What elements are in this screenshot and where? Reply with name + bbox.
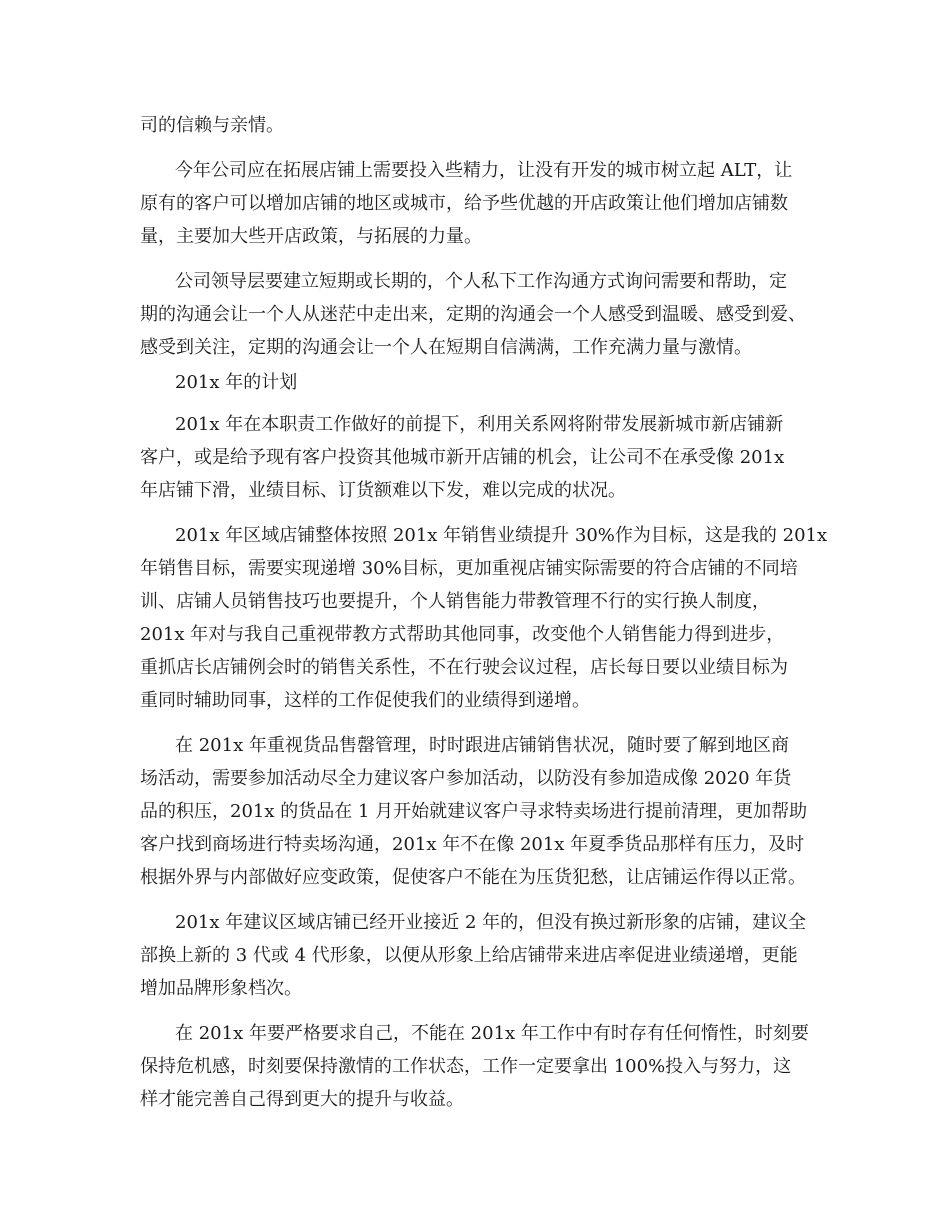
text-line: 年销售目标，需要实现递增 30%目标，更加重视店铺实际需要的符合店铺的不同培 bbox=[140, 558, 798, 579]
text-line: 样才能完善自己得到更大的提升与收益。 bbox=[140, 1089, 464, 1110]
text-line: 感受到关注，定期的沟通会让一个人在短期自信满满，工作充满力量与激情。 bbox=[140, 337, 752, 358]
paragraph-first-line: 201x 年建议区域店铺已经开业接近 2 年的，但没有换过新形象的店铺，建议全 bbox=[175, 912, 807, 933]
paragraph-first-line: 201x 年区域店铺整体按照 201x 年销售业绩提升 30%作为目标，这是我的 201x bbox=[175, 525, 828, 546]
section-heading: 201x 年的计划 bbox=[175, 372, 298, 393]
paragraph-first-line: 公司领导层要建立短期或长期的，个人私下工作沟通方式询问需要和帮助，定 bbox=[175, 271, 787, 292]
text-line: 品的积压，201x 的货品在 1 月开始就建议客户寻求特卖场进行提前清理，更加帮助 bbox=[140, 801, 808, 822]
text-line: 量，主要加大些开店政策，与拓展的力量。 bbox=[140, 226, 482, 247]
paragraph-first-line: 201x 年在本职责工作做好的前提下，利用关系网将附带发展新城市新店铺新 bbox=[175, 414, 784, 435]
text-line: 原有的客户可以增加店铺的地区或城市，给予些优越的开店政策让他们增加店铺数 bbox=[140, 193, 788, 214]
paragraph-first-line: 在 201x 年重视货品售罄管理，时时跟进店铺销售状况，随时要了解到地区商 bbox=[175, 735, 789, 756]
text-line: 保持危机感，时刻要保持激情的工作状态，工作一定要拿出 100%投入与努力，这 bbox=[140, 1056, 792, 1077]
text-line: 客户找到商场进行特卖场沟通，201x 年不在像 201x 年夏季货品那样有压力，及时 bbox=[140, 834, 805, 855]
text-line: 训、店铺人员销售技巧也要提升，个人销售能力带教管理不行的实行换人制度， bbox=[140, 591, 770, 612]
text-line: 场活动，需要参加活动尽全力建议客户参加活动，以防没有参加造成像 2020 年货 bbox=[140, 768, 792, 789]
text-line: 重同时辅助同事，这样的工作促使我们的业绩得到递增。 bbox=[140, 690, 590, 711]
text-line: 客户，或是给予现有客户投资其他城市新开店铺的机会，让公司不在承受像 201x bbox=[140, 447, 785, 468]
text-line: 司的信赖与亲情。 bbox=[140, 115, 284, 136]
text-line: 201x 年对与我自己重视带教方式帮助其他同事，改变他个人销售能力得到进步， bbox=[140, 624, 785, 645]
text-line: 根据外界与内部做好应变政策，促使客户不能在为压货犯愁，让店铺运作得以正常。 bbox=[140, 867, 806, 888]
text-line: 年店铺下滑，业绩目标、订货额难以下发，难以完成的状况。 bbox=[140, 480, 626, 501]
paragraph-first-line: 今年公司应在拓展店铺上需要投入些精力，让没有开发的城市树立起 ALT，让 bbox=[175, 160, 793, 181]
text-line: 期的沟通会让一个人从迷茫中走出来，定期的沟通会一个人感受到温暖、感受到爱、 bbox=[140, 304, 806, 325]
text-line: 重抓店长店铺例会时的销售关系性，不在行驶会议过程，店长每日要以业绩目标为 bbox=[140, 657, 788, 678]
text-line: 增加品牌形象档次。 bbox=[140, 978, 302, 999]
text-line: 部换上新的 3 代或 4 代形象，以便从形象上给店铺带来进店率促进业绩递增，更能 bbox=[140, 945, 798, 966]
paragraph-first-line: 在 201x 年要严格要求自己，不能在 201x 年工作中有时存有任何惰性，时刻要 bbox=[175, 1023, 809, 1044]
